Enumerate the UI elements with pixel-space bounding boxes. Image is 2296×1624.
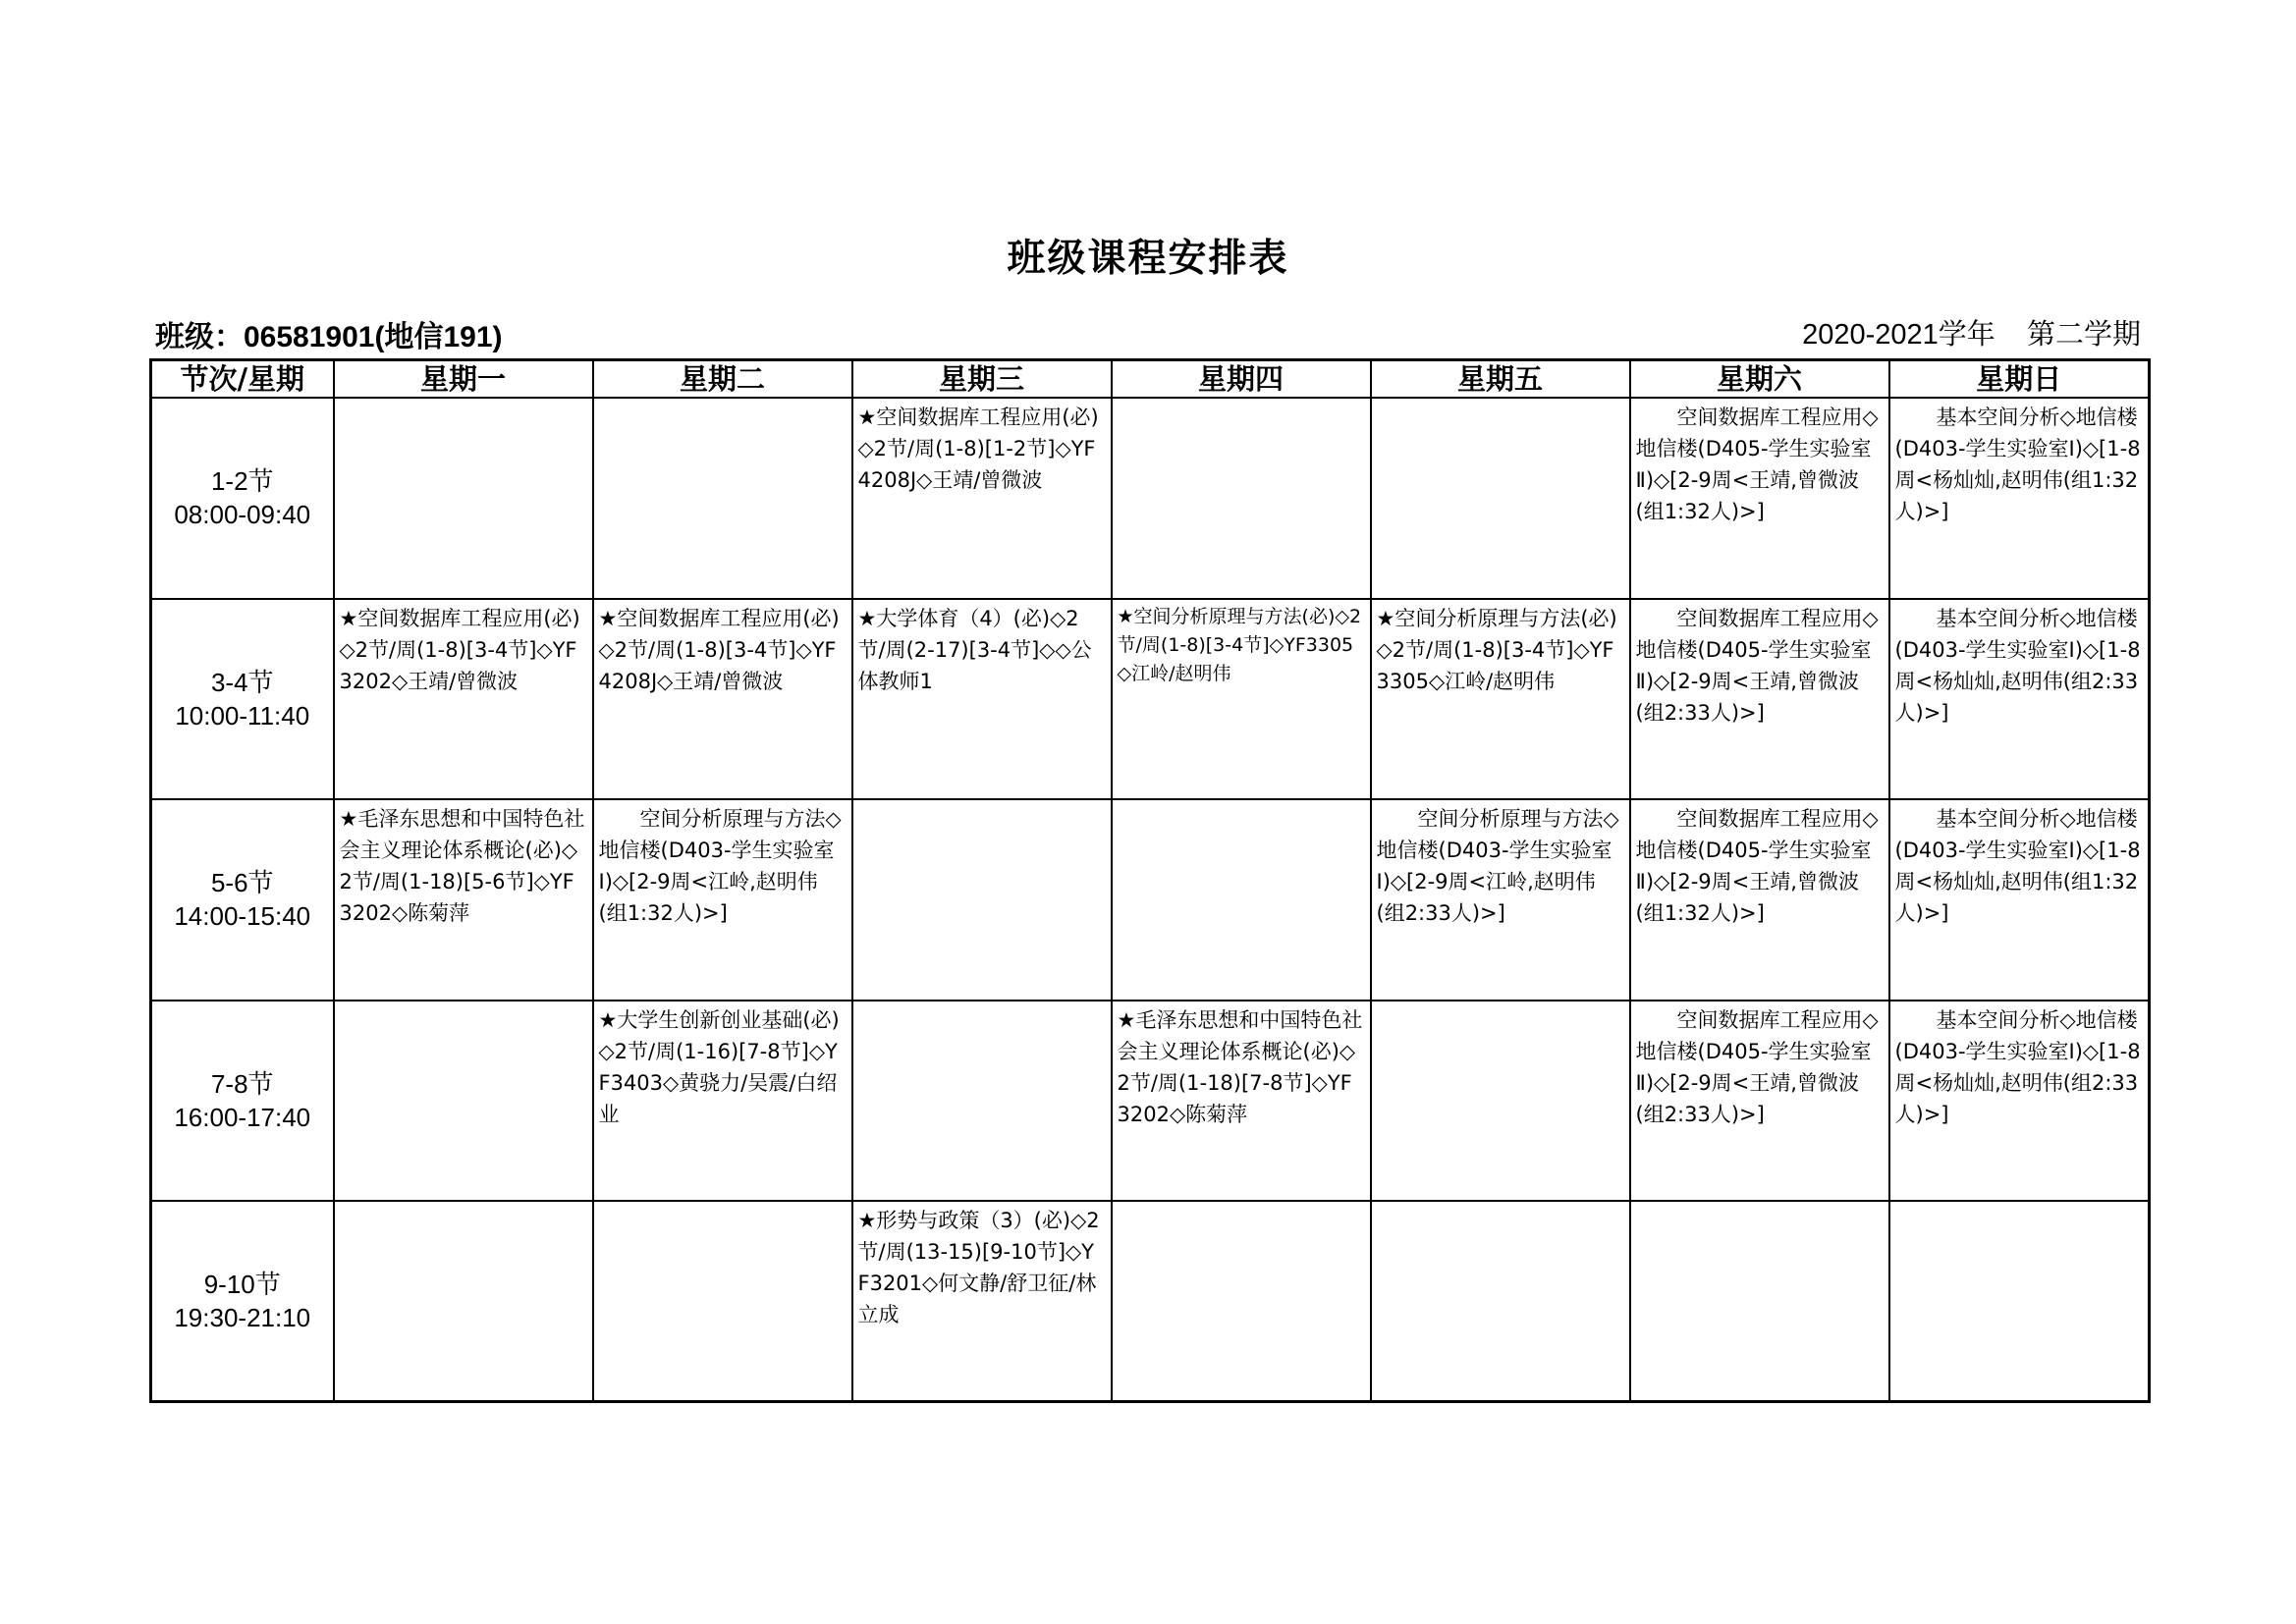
course-cell [1112,1201,1371,1402]
course-cell [1889,599,2150,800]
class-info: 班级：06581901(地信191) [155,321,503,353]
course-cell [1630,1201,1889,1402]
header-thursday: 星期四 [1112,360,1371,399]
course-text: ★空间数据库工程应用(必)◇2节/周(1-8)[3-4节]◇YF3202◇王靖/曾微波 [339,606,580,693]
period-cell [151,1201,334,1402]
table-row [151,1201,2150,1402]
course-cell [852,799,1112,1001]
course-text: ★空间分析原理与方法(必)◇2节/周(1-8)[3-4节]◇YF3305◇江岭/赵明伟 [1117,605,1362,684]
course-text: 基本空间分析◇地信楼(D403-学生实验室Ⅰ)◇[1-8周<杨灿灿,赵明伟(组2:33人)>] [1894,1007,2141,1126]
table-row [151,799,2150,1001]
table-row [151,398,2150,599]
course-cell [334,1001,593,1202]
course-text: 基本空间分析◇地信楼(D403-学生实验室Ⅰ)◇[1-8周<杨灿灿,赵明伟(组1:32人)>] [1894,406,2141,523]
course-cell [334,398,593,599]
course-cell [593,398,852,599]
period-label: 7-8节 [210,1068,274,1099]
course-cell [1889,799,2150,1001]
course-cell [1371,398,1630,599]
period-time: 19:30-21:10 [174,1303,311,1332]
term-info: 2020-2021学年 第二学期 [1802,319,2141,351]
course-cell [1630,599,1889,800]
period-cell [151,599,334,800]
course-text: ★毛泽东思想和中国特色社会主义理论体系概论(必)◇2节/周(1-18)[5-6节]◇YF3202◇陈菊萍 [339,807,585,925]
course-cell [1112,398,1371,599]
course-cell [593,1201,852,1402]
period-cell [151,799,334,1001]
course-cell [852,1201,1112,1402]
course-text: ★空间分析原理与方法(必)◇2节/周(1-8)[3-4节]◇YF3305◇江岭/赵明伟 [1376,606,1617,693]
course-text: 空间数据库工程应用◇地信楼(D405-学生实验室Ⅱ)◇[2-9周<王靖,曾微波(组1:32人)>] [1635,406,1879,523]
header-monday: 星期一 [334,360,593,399]
course-text: ★大学体育（4）(必)◇2节/周(2-17)[3-4节]◇◇公体教师1 [857,606,1092,693]
course-cell [593,1001,852,1202]
period-label: 5-6节 [210,868,274,898]
header-saturday: 星期六 [1630,360,1889,399]
course-cell [1371,799,1630,1001]
header-wednesday: 星期三 [852,360,1112,399]
course-text: 基本空间分析◇地信楼(D403-学生实验室Ⅰ)◇[1-8周<杨灿灿,赵明伟(组1:32人)>] [1894,807,2141,925]
period-label: 3-4节 [210,667,274,697]
course-cell [1371,1001,1630,1202]
course-cell [852,1001,1112,1202]
period-cell [151,1001,334,1202]
schedule-table [149,358,2151,1403]
course-cell [1889,1201,2150,1402]
period-time: 14:00-15:40 [174,901,311,932]
course-cell [1112,799,1371,1001]
period-cell [151,398,334,599]
course-cell [593,799,852,1001]
period-time: 08:00-09:40 [174,500,311,530]
course-text: 空间分析原理与方法◇地信楼(D403-学生实验室Ⅰ)◇[2-9周<江岭,赵明伟(组2:33人)>] [1376,807,1619,925]
course-cell [1630,398,1889,599]
course-cell [852,398,1112,599]
course-text: ★空间数据库工程应用(必)◇2节/周(1-8)[3-4节]◇YF4208J◇王靖/曾微波 [598,606,840,693]
course-cell [334,799,593,1001]
course-cell [1630,799,1889,1001]
period-time: 16:00-17:40 [174,1102,311,1132]
course-cell [1371,599,1630,800]
course-text: 空间数据库工程应用◇地信楼(D405-学生实验室Ⅱ)◇[2-9周<王靖,曾微波(组1:32人)>] [1635,807,1879,925]
course-text: 空间数据库工程应用◇地信楼(D405-学生实验室Ⅱ)◇[2-9周<王靖,曾微波(组2:33人)>] [1635,1007,1879,1126]
header-period: 节次/星期 [151,360,334,399]
period-label: 9-10节 [203,1270,281,1299]
course-cell [334,599,593,800]
course-text: ★毛泽东思想和中国特色社会主义理论体系概论(必)◇2节/周(1-18)[7-8节]◇YF3202◇陈菊萍 [1117,1007,1363,1126]
course-text: ★形势与政策（3）(必)◇2节/周(13-15)[9-10节]◇YF3201◇何文静/舒卫征/林立成 [857,1209,1100,1326]
course-cell [1630,1001,1889,1202]
course-text: 基本空间分析◇地信楼(D403-学生实验室Ⅰ)◇[1-8周<杨灿灿,赵明伟(组2:33人)>] [1894,606,2141,725]
course-cell [1889,398,2150,599]
table-row [151,1001,2150,1202]
header-friday: 星期五 [1371,360,1630,399]
page-title: 班级课程安排表 [1007,237,1289,281]
period-label: 1-2节 [210,466,274,497]
table-row [151,599,2150,800]
course-text: 空间分析原理与方法◇地信楼(D403-学生实验室Ⅰ)◇[2-9周<江岭,赵明伟(组1:32人)>] [598,807,842,925]
header-tuesday: 星期二 [593,360,852,399]
course-cell [1889,1001,2150,1202]
course-text: 空间数据库工程应用◇地信楼(D405-学生实验室Ⅱ)◇[2-9周<王靖,曾微波(组2:33人)>] [1635,606,1879,725]
course-cell [1112,1001,1371,1202]
course-cell [593,599,852,800]
course-text: ★空间数据库工程应用(必)◇2节/周(1-8)[1-2节]◇YF4208J◇王靖/曾微波 [857,406,1099,492]
course-cell [1371,1201,1630,1402]
header-row [151,360,2150,399]
course-cell [1112,599,1371,800]
course-cell [852,599,1112,800]
course-text: ★大学生创新创业基础(必)◇2节/周(1-16)[7-8节]◇YF3403◇黄骁力/吴震/白绍业 [598,1007,840,1126]
course-cell [334,1201,593,1402]
period-time: 10:00-11:40 [175,700,310,731]
header-sunday: 星期日 [1889,360,2150,399]
